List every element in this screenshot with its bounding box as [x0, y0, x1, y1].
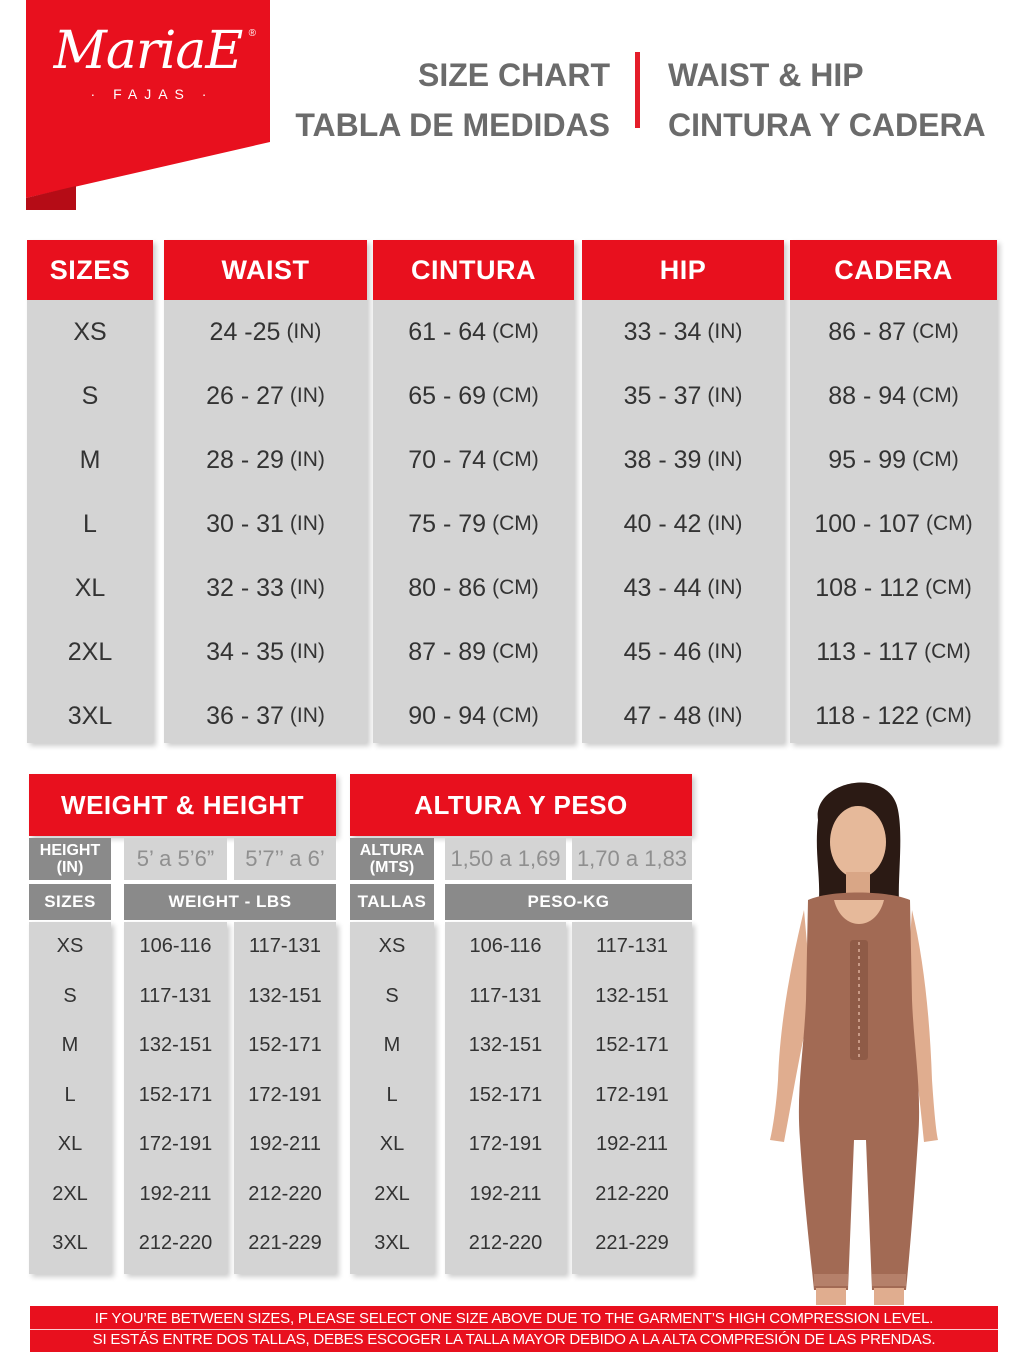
title-divider — [635, 52, 640, 128]
waist-cell — [164, 300, 367, 364]
weight-cell: 152-171 — [138, 1083, 213, 1106]
cadera-cell — [790, 684, 997, 748]
weight-cell: 172-191 — [468, 1133, 543, 1156]
size-cell: XS — [378, 935, 406, 958]
weight-cell: 172-191 — [138, 1133, 213, 1156]
unit-label: (IN) — [289, 512, 325, 535]
unit-label: (IN) — [289, 640, 325, 663]
unit-label: (IN) — [707, 448, 743, 471]
hip-cell — [582, 620, 784, 684]
footer-note — [30, 1306, 998, 1352]
waist-cell — [164, 492, 367, 556]
waist-cell — [164, 684, 367, 748]
unit-label: (IN) — [286, 320, 322, 343]
weight-cell: 152-171 — [248, 1034, 322, 1057]
waist-cell — [164, 620, 367, 684]
cintura-cell — [373, 428, 574, 492]
weight-cell: 192-211 — [249, 1133, 321, 1156]
waist-cell — [164, 364, 367, 428]
weight-cell: 132-151 — [595, 984, 669, 1007]
hip-value: 35 - 37 — [623, 381, 702, 410]
hip-value: 38 - 39 — [623, 445, 702, 474]
weight-cell: 212-220 — [595, 1182, 669, 1205]
cadera-cell — [790, 428, 997, 492]
cadera-value: 88 - 94 — [828, 381, 907, 410]
tallas-label-cell: TALLAS — [350, 884, 434, 920]
size-cell: S — [81, 381, 99, 410]
waist-cell — [164, 428, 367, 492]
cintura-cell — [373, 364, 574, 428]
logo-subtitle: · FAJAS · — [90, 86, 214, 102]
waist-header: WAIST — [164, 240, 367, 300]
weight-cell: 152-171 — [595, 1034, 669, 1057]
weight-cell: 192-211 — [596, 1133, 668, 1156]
cadera-value: 118 - 122 — [815, 701, 920, 730]
cadera-value: 108 - 112 — [815, 573, 920, 602]
unit-label: (CM) — [912, 320, 959, 343]
cadera-value: 86 - 87 — [828, 317, 907, 346]
waist-column — [164, 240, 367, 743]
size-cell: 3XL — [52, 1232, 88, 1255]
unit-label: (IN) — [707, 576, 743, 599]
footer-note-en: IF YOU’RE BETWEEN SIZES, PLEASE SELECT ONE SIZE ABOVE DUE TO THE GARMENT’S HIGH COMPRESSION LEVEL. — [94, 1309, 934, 1327]
size-cell: XS — [56, 935, 84, 958]
hip-cell — [582, 684, 784, 748]
waist-value: 36 - 37 — [206, 701, 284, 730]
cintura-cell — [373, 684, 574, 748]
size-cell: L — [64, 1083, 76, 1106]
cadera-cell — [790, 620, 997, 684]
weight-cell: 152-171 — [468, 1083, 543, 1106]
weight-cell: 132-151 — [468, 1034, 543, 1057]
cintura-value: 75 - 79 — [408, 509, 487, 538]
unit-label: (CM) — [492, 320, 539, 343]
cintura-cell — [373, 492, 574, 556]
weight-cell: 117-131 — [469, 984, 542, 1007]
unit-label: (IN) — [289, 576, 325, 599]
unit-label: (IN) — [707, 384, 743, 407]
unit-label: (IN) — [289, 384, 325, 407]
hip-cell — [582, 364, 784, 428]
waist-value: 24 -25 — [209, 317, 281, 346]
chart-subtitle-block — [668, 50, 1008, 150]
peso-kg-label-cell: PESO-KG — [445, 884, 692, 920]
size-cell: 3XL — [67, 701, 113, 730]
unit-label: (CM) — [925, 576, 972, 599]
cadera-value: 100 - 107 — [814, 509, 920, 538]
waist-value: 28 - 29 — [206, 445, 284, 474]
cintura-cell — [373, 556, 574, 620]
size-cell: 2XL — [67, 637, 113, 666]
unit-label: (CM) — [912, 384, 959, 407]
cintura-cell — [373, 300, 574, 364]
height-unit: (IN) — [56, 859, 84, 876]
cintura-value: 65 - 69 — [408, 381, 487, 410]
unit-label: (CM) — [492, 448, 539, 471]
size-cell: S — [63, 984, 77, 1007]
title-tabla-de-medidas: TABLA DE MEDIDAS — [295, 107, 610, 143]
altura-label: ALTURA — [359, 842, 425, 859]
cintura-value: 87 - 89 — [408, 637, 487, 666]
hip-value: 40 - 42 — [623, 509, 702, 538]
chart-title-block — [280, 50, 610, 150]
sizes-header: SIZES — [27, 240, 153, 300]
hip-value: 33 - 34 — [623, 317, 702, 346]
weight-cell: 221-229 — [248, 1232, 322, 1255]
unit-label: (CM) — [492, 576, 539, 599]
hip-header: HIP — [582, 240, 784, 300]
weight-cell: 221-229 — [595, 1232, 669, 1255]
weight-cell: 212-220 — [468, 1232, 543, 1255]
cintura-header: CINTURA — [373, 240, 574, 300]
waist-cell — [164, 556, 367, 620]
size-cell: M — [383, 1034, 401, 1057]
ap-sizes-column — [350, 922, 434, 1274]
hip-value: 45 - 46 — [623, 637, 702, 666]
height-range-cell: 5’ a 5’6” — [124, 838, 227, 880]
cintura-cell — [373, 620, 574, 684]
size-cell: 3XL — [374, 1232, 410, 1255]
weight-cell: 117-131 — [139, 984, 212, 1007]
waist-value: 32 - 33 — [206, 573, 284, 602]
sizes-column — [27, 240, 153, 743]
waist-value: 26 - 27 — [206, 381, 284, 410]
weight-cell: 132-151 — [138, 1034, 213, 1057]
model-photo — [700, 760, 1000, 1305]
hip-cell — [582, 300, 784, 364]
ap-weight-column-1 — [445, 922, 566, 1274]
altura-range-cell: 1,50 a 1,69 — [445, 838, 566, 880]
cintura-value: 80 - 86 — [408, 573, 487, 602]
cadera-cell — [790, 556, 997, 620]
unit-label: (IN) — [707, 704, 743, 727]
title-size-chart: SIZE CHART — [418, 57, 610, 93]
size-cell: M — [79, 445, 101, 474]
height-range-cell: 5’7’’ a 6’ — [234, 838, 336, 880]
size-cell: M — [61, 1034, 79, 1057]
altura-peso-title: ALTURA Y PESO — [350, 774, 692, 836]
cadera-header: CADERA — [790, 240, 997, 300]
unit-label: (IN) — [289, 704, 325, 727]
hip-value: 47 - 48 — [623, 701, 702, 730]
size-cell: XL — [379, 1133, 405, 1156]
registered-mark: ® — [248, 28, 256, 39]
waist-value: 30 - 31 — [206, 509, 284, 538]
cadera-cell — [790, 364, 997, 428]
size-cell: XL — [74, 573, 106, 602]
size-cell: L — [386, 1083, 398, 1106]
unit-label: (IN) — [707, 512, 743, 535]
unit-label: (CM) — [925, 704, 972, 727]
subtitle-cintura-cadera: CINTURA Y CADERA — [668, 107, 986, 143]
unit-label: (CM) — [492, 384, 539, 407]
weight-cell: 117-131 — [249, 935, 321, 958]
unit-label: (CM) — [912, 448, 959, 471]
hip-cell — [582, 428, 784, 492]
waist-value: 34 - 35 — [206, 637, 284, 666]
unit-label: (CM) — [492, 512, 539, 535]
cadera-value: 113 - 117 — [816, 637, 919, 666]
cintura-value: 90 - 94 — [408, 701, 487, 730]
footer-note-es: SI ESTÁS ENTRE DOS TALLAS, DEBES ESCOGER LA TALLA MAYOR DEBIDO A LA ALTA COMPRESIÓN DE LAS PRENDAS. — [92, 1330, 936, 1348]
weight-cell: 117-131 — [596, 935, 668, 958]
cintura-column — [373, 240, 574, 743]
size-cell: L — [83, 509, 97, 538]
unit-label: (CM) — [925, 512, 973, 535]
weight-cell: 172-191 — [248, 1083, 322, 1106]
hip-column — [582, 240, 784, 743]
cadera-cell — [790, 300, 997, 364]
size-cell: XL — [57, 1133, 83, 1156]
cintura-value: 61 - 64 — [408, 317, 487, 346]
altura-label-cell — [350, 838, 434, 880]
weight-cell: 212-220 — [248, 1182, 322, 1205]
height-label-cell — [29, 838, 111, 880]
weight-cell: 212-220 — [138, 1232, 213, 1255]
weight-cell: 192-211 — [469, 1182, 542, 1205]
weight-cell: 192-211 — [139, 1182, 212, 1205]
weight-cell: 106-116 — [139, 935, 212, 958]
size-cell: S — [385, 984, 399, 1007]
cadera-cell — [790, 492, 997, 556]
hip-value: 43 - 44 — [623, 573, 702, 602]
ap-weight-column-2 — [572, 922, 692, 1274]
unit-label: (CM) — [492, 704, 539, 727]
height-label: HEIGHT — [39, 842, 101, 859]
logo-wordmark: MariaE — [53, 21, 243, 81]
unit-label: (IN) — [289, 448, 325, 471]
unit-label: (IN) — [707, 320, 743, 343]
weight-cell: 132-151 — [248, 984, 322, 1007]
brand-logo — [26, 20, 270, 102]
size-cell: XS — [73, 317, 107, 346]
weight-lbs-label-cell: WEIGHT - LBS — [124, 884, 336, 920]
unit-label: (CM) — [924, 640, 971, 663]
weight-height-title: WEIGHT & HEIGHT — [29, 774, 336, 836]
altura-unit: (MTS) — [369, 859, 415, 876]
weight-cell: 172-191 — [595, 1083, 669, 1106]
hip-cell — [582, 556, 784, 620]
subtitle-waist-hip: WAIST & HIP — [668, 57, 864, 93]
hip-cell — [582, 492, 784, 556]
cadera-column — [790, 240, 997, 743]
wh-sizes-column — [29, 922, 111, 1274]
unit-label: (IN) — [707, 640, 743, 663]
unit-label: (CM) — [492, 640, 539, 663]
wh-weight-column-1 — [124, 922, 227, 1274]
size-cell: 2XL — [374, 1182, 410, 1205]
cintura-value: 70 - 74 — [408, 445, 487, 474]
size-cell: 2XL — [52, 1182, 88, 1205]
cadera-value: 95 - 99 — [828, 445, 907, 474]
wh-weight-column-2 — [234, 922, 336, 1274]
sizes-label-cell: SIZES — [29, 884, 111, 920]
altura-range-cell: 1,70 a 1,83 — [572, 838, 692, 880]
weight-cell: 106-116 — [469, 935, 542, 958]
